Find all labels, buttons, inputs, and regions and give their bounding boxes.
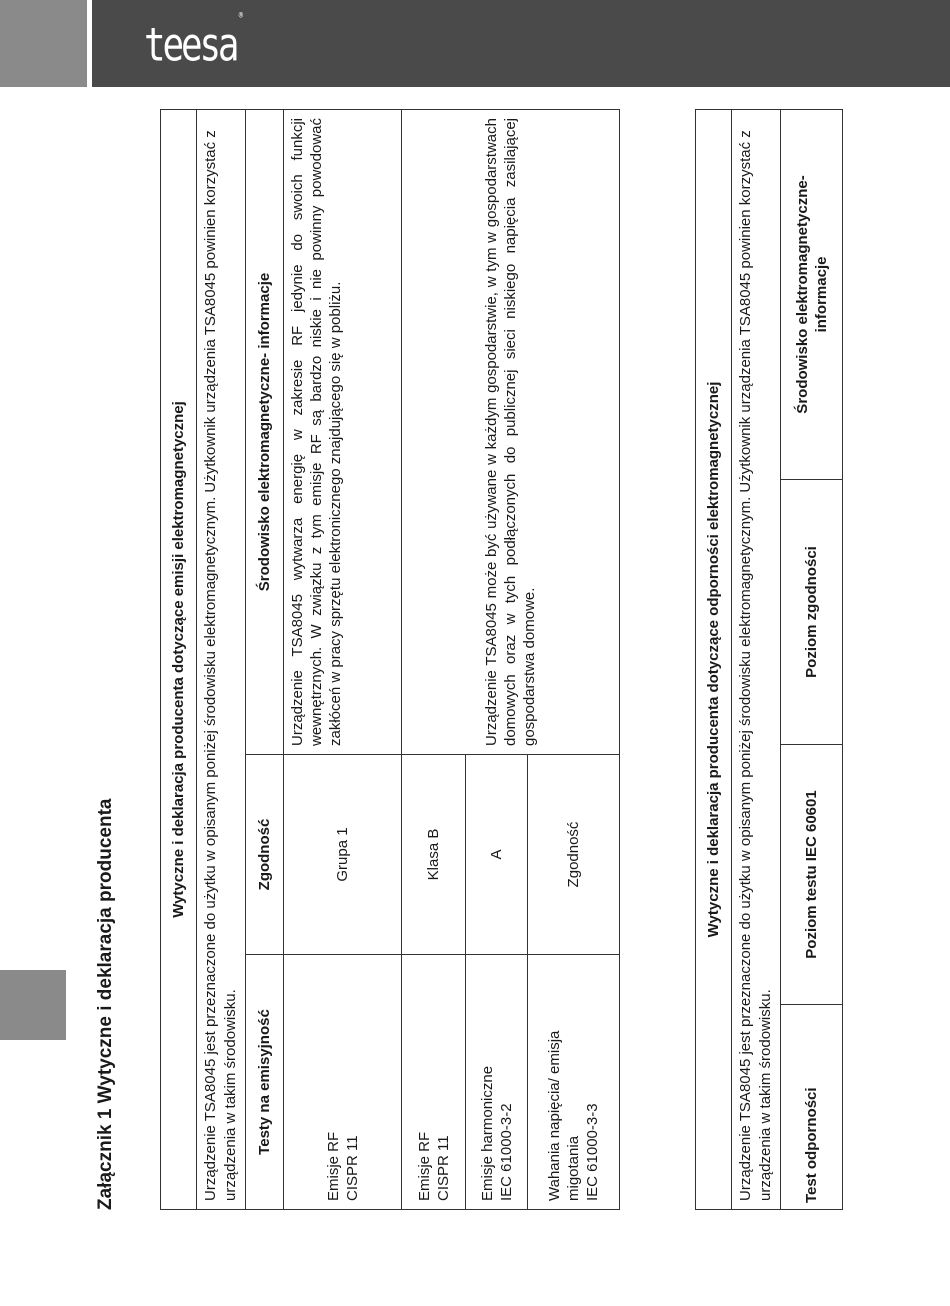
immunity-table — [695, 109, 843, 1210]
col-header-immunity-test: Test odporności — [781, 1005, 843, 1210]
col-header-compliance-level: Poziom zgodności — [781, 480, 843, 745]
table-row-info: Urządzenie TSA8045 wytwarza energię w zakresie RF jedynie do swoich funkcji wewnętrznych. W związku z tym emisje RF są bardzo niskie i nie powinny powodować zakłóceń w pracy sprzętu elektronicznego znajdującego się w pobliżu. — [284, 110, 402, 755]
table-row-compliance: Grupa 1 — [284, 755, 402, 955]
immunity-table-intro: Urządzenie TSA8045 jest przeznaczone do użytku w opisanym poniżej środowisku elektromagnetycznym. Użytkownik urządzenia TSA8045 powinien korzystać z urządzenia w takim środowisku. — [732, 109, 781, 1209]
table-row-compliance: A — [466, 755, 528, 955]
table-row-test: Emisje RF CISPR 11 — [284, 955, 402, 1210]
rotated-page-content — [95, 100, 885, 1220]
table-row-compliance: Zgodność — [528, 755, 620, 955]
section-heading: Załącznik 1 Wytyczne i deklaracja producenta — [95, 798, 116, 1210]
table-row-compliance: Klasa B — [402, 755, 466, 955]
emission-table-title: Wytyczne i deklaracja producenta dotyczące emisji elektromagnetycznej — [161, 110, 197, 1210]
col-header-compliance: Zgodność — [246, 755, 284, 955]
side-tab-marker — [0, 970, 66, 1040]
col-header-em-info: Środowisko elektromagnetyczne- informacje — [246, 110, 284, 755]
teesa-logo: teesa® — [144, 11, 243, 72]
table-row-test: Emisje RF CISPR 11 — [402, 955, 466, 1210]
col-header-em-environment: Środowisko elektromagnetyczne- informacje — [781, 109, 843, 479]
header-gray-block — [0, 0, 87, 87]
col-header-emission-test: Testy na emisyjność — [246, 955, 284, 1210]
table-row-info: Urządzenie TSA8045 może być używane w każdym gospodarstwie, w tym w gospodarstwach domowych oraz w tych podłączonych do publicznej sieci niskiego napięcia zasilającej gospodarstwa domowe. — [402, 110, 620, 755]
table-row-test: Wahania napięcia/ emisja migotania IEC 61000-3-3 — [528, 955, 620, 1210]
immunity-table-title: Wytyczne i deklaracja producenta dotyczące odporności elektromagnetycznej — [696, 109, 732, 1209]
col-header-iec-test-level: Poziom testu IEC 60601 — [781, 745, 843, 1005]
emission-table — [160, 109, 620, 1210]
table-row-test: Emisje harmoniczne IEC 61000-3-2 — [466, 955, 528, 1210]
emission-table-intro: Urządzenie TSA8045 jest przeznaczone do użytku w opisanym poniżej środowisku elektromagnetycznym. Użytkownik urządzenia TSA8045 powinien korzystać z urządzenia w takim środowisku. — [197, 110, 246, 1210]
